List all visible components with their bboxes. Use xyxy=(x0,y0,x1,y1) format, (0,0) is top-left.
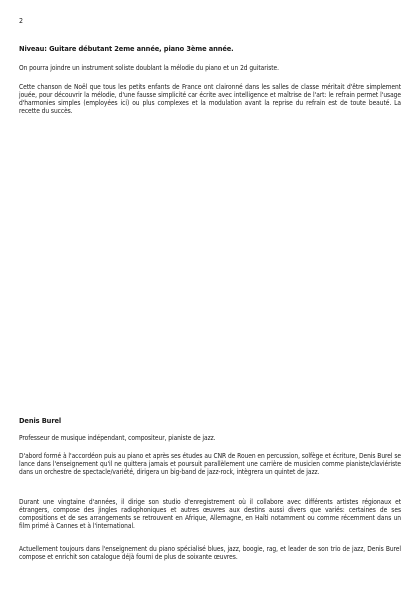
level-heading: Niveau: Guitare débutant 2eme année, piano 3ème année. xyxy=(19,44,234,53)
bio-paragraph: Actuellement toujours dans l'enseignement du piano spécialisé blues, jazz, boogie, rag, et leader de son trio de jazz, Denis Burel compose et enrichit son catalogue déjà fourni de plus de soixante œuvres. xyxy=(19,545,401,562)
bio-paragraph: Durant une vingtaine d'années, il dirige son studio d'enregistrement où il collabore avec différents artistes régionaux et étrangers, compose des jingles radiophoniques et autres œuvres aux destins aussi divers que variés: certaines de ses compositions et de ses arrangements se retrouvent en Afrique, Allemagne, en Haïti notamment ou comme récemment dans un film primé à Cannes et à l'international. xyxy=(19,498,401,531)
bio-paragraph: Professeur de musique indépendant, compositeur, pianiste de jazz. xyxy=(19,434,216,442)
intro-paragraph: On pourra joindre un instrument soliste doublant la mélodie du piano et un 2d guitariste. xyxy=(19,64,279,72)
intro-paragraph: Cette chanson de Noël que tous les petits enfants de France ont claironné dans les salles de classe méritait d'être simplement jouée, pour découvrir la mélodie, d'une fausse simplicité car écrite avec intelligence et maîtrise de l'art: le refrain permet l'usage d'harmonies simples (employées ici) ou plus complexes et la modulation avant la reprise du refrain est de toute beauté. La recette du succès. xyxy=(19,83,401,116)
bio-paragraph: D'abord formé à l'accordéon puis au piano et après ses études au CNR de Rouen en percussion, solfège et écriture, Denis Burel se lance dans l'enseignement qu'il ne quittera jamais et poursuit parallèlement une carrière de musicien comme pianiste/claviériste dans un orchestre de spectacle/variété, dirigera un big-band de jazz-rock, intègrera un quintet de jazz. xyxy=(19,452,401,477)
author-heading: Denis Burel xyxy=(19,416,62,425)
page-number: 2 xyxy=(19,17,24,25)
